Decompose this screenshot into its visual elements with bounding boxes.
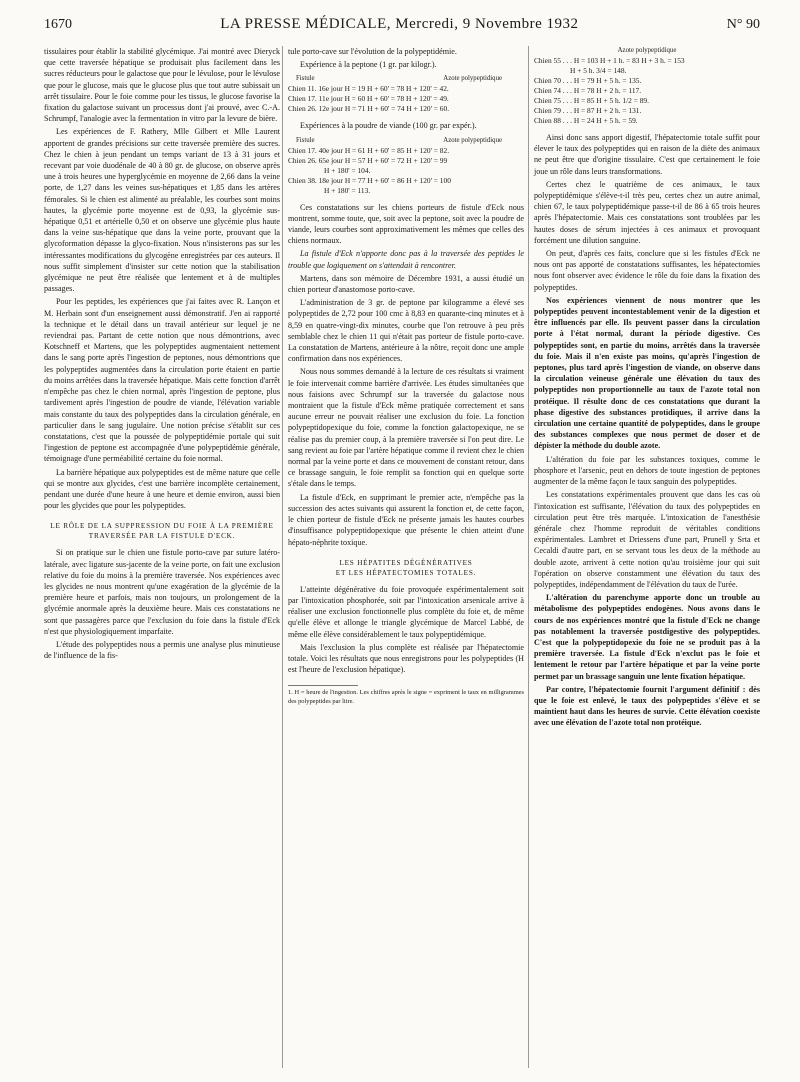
table-header-cell: Azote polypeptidique [443,75,502,83]
paragraph-italic: La fistule d'Eck n'apporte donc pas à la traversée des peptides le trouble que logiquement on s'attendait à rencontrer. [288,249,524,270]
paragraph: Expériences à la poudre de viande (100 gr. par expér.). [300,121,477,131]
column-divider [528,46,529,1068]
footnote-divider [288,685,358,686]
paragraph: Mais l'exclusion la plus complète est réalisée par l'hépatectomie totale. Voici les résultats que nous enregistrons pour les polypeptides (H est l'heure de l'exclusion hépatique). [288,642,524,675]
table-header-cell: Azote polypeptidique [443,136,502,144]
paragraph: L'atteinte dégénérative du foie provoquée expérimentalement soit par l'intoxication phosphorée, soit par l'intoxication arsenicale arrive à réaliser une exclusion fonctionnelle plus complète du foie et, de même qu'elle élève et allonge le triangle glycémique de Marcel Labbé, de même elle élève considérablement le taux polypeptidémique. [288,584,524,639]
table-row: H + 180' = 113. [324,185,371,195]
table-header [288,136,524,146]
table-row: Chien 79 . . . H = 87 H + 2 h. = 131. [534,106,642,115]
paragraph: Si on pratique sur le chien une fistule porto-cave par suture latéro-latérale, avec ligature sus-jacente de la veine porte, on fait une exclusion relative du foie du moins à la première traversée. Nos expériences avec les glycides ne nous montrent qu'une exagération de la glycémie de la première heure et parfois, mais non toujours, un prolongement de la glycémie anormale après la deuxième heure. Mais ces constatations ne sont que passagères parce que l'exclusion du foie dans la fistule d'Eck n'est que physiologiquement imparfaite. [44,548,280,636]
table-header: Azote polypeptidique [617,47,677,54]
meat-powder-table [288,136,524,196]
paragraph: Pour les peptides, les expériences que j'ai faites avec R. Lançon et M. Herbain sont d'un enseignement aussi démonstratif. J'en ai rapporté la technique et le détail dans un travail antérieur sur lequel je ne reviendrai pas. Partant de cette notion que nous démontrions, avec Kotschneff et Martens, que les polypeptides augmentaient nettement dans le sang porte après l'ingestion de peptones, nous démontrions que les polypeptides augmentées dans la circulation porte étaient en partie du moins arrêtées dans la traversée hépatique. Mais cette fonction d'arrêt n'empêche pas chez le chien normal, après l'ingestion de peptone, plus tardivement après l'ingestion de poudre de viande, l'élévation variable mais constante du taux des polypeptides dans la circulation générale, en particulier dans le sang jugulaire. Une notion précise s'établit sur ces constatations, c'est que la poussée de polypeptidémie portale qui suit l'ingestion de peptone est accompagnée d'une polypeptidémie générale, témoignage d'une perméabilité certaine du foie normal. [44,297,280,464]
paragraph: tule porto-cave sur l'évolution de la polypeptidémie. [288,47,457,56]
table-header [288,74,524,84]
journal-title: LA PRESSE MÉDICALE, Mercredi, 9 Novembre 1932 [220,16,579,32]
paragraph: Ainsi donc sans apport digestif, l'hépatectomie totale suffit pour élever le taux des polypeptides qui en raison de la diète des animaux ne peut être que d'origine tissulaire. C'est que certainement le foie joue un rôle dans leurs transformations. [534,133,760,176]
table-row: Chien 75 . . . H = 85 H + 5 h. 1/2 = 89. [534,96,649,105]
table-header-cell: Fistule [296,136,315,144]
table-row: Chien 26. 12e jour H = 71 H + 60' = 74 H + 120' = 60. [288,104,450,114]
paragraph: La barrière hépatique aux polypeptides est de même nature que celle qui se montre aux glycides, c'est une barrière incomplète certainement, pendant une durée d'une heure à une heure et demie environ, aussi bien pour les glycides que pour les polypeptides. [44,467,280,511]
column-2 [288,46,524,706]
paragraph: On peut, d'après ces faits, conclure que si les fistules d'Eck ne nous ont pas apporté de constatations suffisantes, les hépatectomies nous font observer avec évidence le rôle du foie dans la fixation des polypeptides. [534,249,760,292]
paragraph: L'administration de 3 gr. de peptone par kilogramme a élevé ses polypeptides de 2,72 pour 100 cmc à 8,83 en quarante-cinq minutes et à 8,59 en quatre-vingt-dix minutes, courbe que l'on retrouve à peu près semblable chez le chien 11 qui n'était pas porteur de fistule porto-cave. La constatation de Martens, antérieure à la nôtre, reçoit donc une ample confirmation dans nos expériences. [288,298,524,364]
paragraph: Expérience à la peptone (1 gr. par kilogr.). [300,60,437,70]
column-divider [282,46,283,1068]
paragraph: Les constatations expérimentales prouvent que dans les cas où l'intoxication est suffisante, l'élévation du taux des polypeptides en circulation peut être très marquée. L'intoxication de l'anesthésie générale chez l'homme reproduit de véritables conditions expérimentales. Lambret et Driessens d'une part, Prunell y Srta et Cecaldi d'autre part, en se servant tous les deux de la méthode au double azote, arrivent à cette notion qu'au troisième jour qui suit l'opération on observe constamment une élévation du taux des polypeptides, indépendamment de l'élévation du taux de l'urée. [534,490,760,589]
column-3 [534,46,760,731]
table-row: Chien 26. 65e jour H = 57 H + 60' = 72 H + 120' = 99 [288,155,448,165]
paragraph: tissulaires pour établir la stabilité glycémique. J'ai montré avec Dieryck que cette traversée hépatique se produisait plus facilement dans les sucres réducteurs pour le galactose que pour le lévulose, pour le lévulose que pour le glucose, mais que le glucose plus que tout autre subissait un arrêt tissulaire. Pour le foie comme pour les tissus, le glucose favorise la fixation du galactose suivant un processus dont j'ai prouvé, avec C.-A. Schrumpf, l'analogie avec la fermentation in vitro par la levure de bière. [44,47,280,124]
table-row: Chien 11. 16e jour H = 19 H + 60' = 78 H + 120' = 42. [288,84,449,94]
paragraph-bold: L'altération du parenchyme apporte donc un trouble au métabolisme des polypeptides endogènes. Nous avons dans le cours de nos expériences montré que la fistule d'Eck ne change pas notablement la traversée postdigestive des polypeptides. C'est que la polypeptidopexie du foie ne se produit pas à la première traversée. La fistule d'Eck n'exclut pas le foie et lentement le retour par l'artère hépatique et par la veine porte permet par un brassage sanguin une lente fixation hépatique. [534,593,760,681]
paragraph-bold: Nos expériences viennent de nous montrer que les polypeptides peuvent incontestablement venir de la digestion et être influencés par elle. Ils peuvent passer dans la circulation porte à l'état normal, durant la période digestive. Ces polypeptides sont, en partie du moins, arrêtés dans la traversée du foie. Mais il n'en existe pas moins, qu'après l'ingestion de peptones, plus tard après l'ingestion de viande, on observe dans la circulation veineuse générale une élévation du taux des polypeptides non proportionnelle au taux de l'azote total non protéique. Il résulte donc de ces constatations que durant la phase digestive des substances protidiques, il arrive dans la circulation une certaine quantité de polypeptides, dans le groupe des substances complexes que nous permet de doser et de dépister la méthode du double azote. [534,295,760,451]
issue-number: N° 90 [726,17,760,32]
table-row: Chien 88 . . . H = 24 H + 5 h. = 59. [534,116,638,125]
table-row: Chien 70 . . . H = 79 H + 5 h. = 135. [534,76,642,85]
page-number: 1670 [44,17,72,32]
table-row: Chien 74 . . . H = 78 H + 2 h. = 117. [534,86,642,95]
page-header [44,16,760,38]
footnote: 1. H = heure de l'ingestion. Les chiffres après le signe = expriment le taux en milligrammes des polypeptides par litre. [288,689,524,705]
column-1 [44,46,280,663]
paragraph: Certes chez le quatrième de ces animaux, le taux polypeptidémique s'élève-t-il très peu, certes chez un autre animal, chien 67, le taux polypeptidémique passe-t-il de 86 à 65 trois heures après l'hépatectomie. Mais ces constatations sont troublées par les hautes doses de sérum injectées à ces animaux et provoquant forcément une dilution sanguine. [534,179,760,245]
table-header-cell: Fistule [296,75,315,83]
paragraph: La fistule d'Eck, en supprimant le premier acte, n'empêche pas la succession des actes suivants qui assurent la fonction et, de cette façon, le chien porteur de fistule d'Eck ne présente jamais les hautes courbes d'insuffisance polypeptidopexique que présente le chien atteint d'une hépato-néphrite toxique. [288,492,524,547]
table-row: Chien 38. 18e jour H = 77 H + 60' = 86 H + 120' = 100 [288,175,451,185]
hepatectomy-table [534,46,760,126]
table-row: H + 5 h. 3/4 = 148. [570,66,627,75]
paragraph: Nous nous sommes demandé à la lecture de ces résultats si vraiment le foie intervenait comme barrière d'arrivée. Les études simultanées que nous faisions avec Schrumpf sur la traversée du galactose nous montraient que la fistule d'Eck même pratiquée correctement et sans aucune erreur ne pouvait réaliser une exclusion du foie. La fonction polypeptidopexique du foie, comme la fonction galactopexique, ne se réalise pas du premier coup, à la première traversée si l'on peut dire. Le sang revient au foie par l'artère hépatique comme il revient chez le chien normal par la veine porte et dans ce mouvement de constant retour, dans ce brassage sanguin, le foie remplit sa fonction qui en quelque sorte s'étale dans le temps. [288,367,524,489]
paragraph: L'altération du foie par les substances toxiques, comme le phosphore et l'arsenic, peut en dehors de toute ingestion de peptones augmenter de la même façon le taux sanguin des polypeptides. [534,454,760,487]
paragraph-bold: Par contre, l'hépatectomie fournit l'argument définitif : dès que le foie est enlevé, le taux des polypeptides s'élève et se maintient haut dans les heures de survie. Cette élévation coexiste avec une élévation de l'azote total non protéique. [534,684,760,728]
paragraph: Les expériences de F. Rathery, Mlle Gilbert et Mlle Laurent apportent de grandes précisions sur cette traversée première des sucres. Chez le chien à jeun pendant un temps variant de 13 à 31 jours et recevant par voie duodénale de 40 à 80 gr. de glucose, on observe après une à trois heures une hyperglycémie en moyenne de 2,66 dans la veine porte, de 1,27 dans les veines sus-hépatiques et 1,85 dans les artères fémorales. Si le chien est alimenté au préalable, les courbes sont moins hautes, la glycémie porte moyenne est de 0,93, la glycémie sus-hépatique 0,51 et artérielle 0,50 et on observe une glycémie plus haute dans la veine sus-hépatique que dans la veine porte, prouvant que la glycoformation dépasse la glyco-fixation. Nous n'insisterons pas sur les intéressantes modifications du glycogène enregistrées par ces auteurs. Il nous suffit simplement d'insister sur cette notion que la stabilisation glycémique ne peut être réalisée que lentement et à de multiples passages. [44,127,280,294]
paragraph: Ces constatations sur les chiens porteurs de fistule d'Eck nous montrent, somme toute, que, soit avec la peptone, soit avec la poudre de viande, leurs courbes sont approximativement les mêmes que celles des chiens normaux. [288,202,524,246]
section-title: LE RÔLE DE LA SUPPRESSION DU FOIE À LA PREMIÈRE TRAVERSÉE PAR LA FISTULE D'ECK. [50,522,274,541]
table-row: H + 180' = 104. [324,165,371,175]
table-row: Chien 17. 40e jour H = 61 H + 60' = 85 H + 120' = 82. [288,145,450,155]
paragraph: L'étude des polypeptides nous a permis une analyse plus minutieuse de l'influence de la fis- [44,639,280,661]
peptone-table [288,74,524,114]
paragraph: Martens, dans son mémoire de Décembre 1931, a aussi étudié un chien porteur d'anastomose porto-cave. [288,273,524,295]
section-title: LES HÉPATITES DÉGÉNÉRATIVES [339,558,473,567]
section-title: ET LES HÉPATECTOMIES TOTALES. [335,568,477,577]
table-row: Chien 17. 11e jour H = 60 H + 60' = 78 H + 120' = 49. [288,94,449,104]
table-row: Chien 55 . . . H = 103 H + 1 h. = 83 H + 3 h. = 153 [534,56,685,65]
